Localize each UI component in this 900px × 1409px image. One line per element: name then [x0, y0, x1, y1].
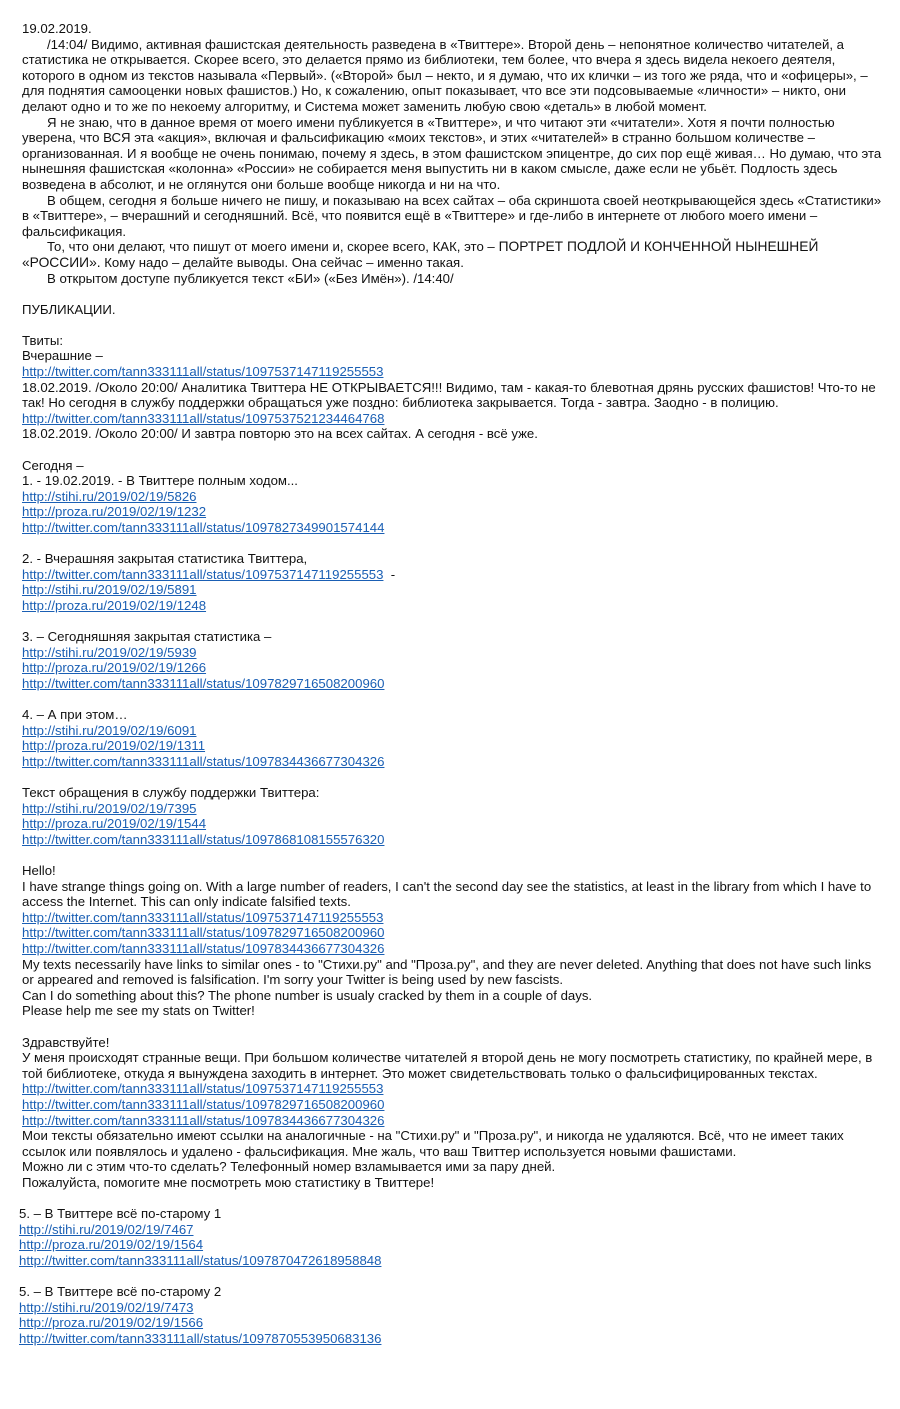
en-paragraph-1: I have strange things going on. With a large number of readers, I can't the second day see the statistics, at least in the library from which I have to access the Internet. This can only indicate falsified texts.: [22, 878, 872, 910]
yesterday-text-2: 18.02.2019. /Около 20:00/ И завтра повторю это на всех сайтах. А сегодня - всё уже.: [22, 426, 538, 442]
item-1-link-proza[interactable]: http://proza.ru/2019/02/19/1232: [22, 504, 207, 520]
en-paragraph-4: Please help me see my stats on Twitter!: [22, 1003, 255, 1019]
item-2-link-twitter[interactable]: http://twitter.com/tann333111all/status/1097537147119255553: [22, 566, 384, 582]
item-4-link-twitter[interactable]: http://twitter.com/tann333111all/status/1097834436677304326: [22, 753, 385, 769]
item-5b-link-twitter[interactable]: http://twitter.com/tann333111all/status/1097870553950683136: [19, 1330, 382, 1346]
item-3-link-twitter[interactable]: http://twitter.com/tann333111all/status/1097829716508200960: [22, 675, 385, 691]
document-page: [19, 21, 882, 1346]
item-5a-block: [19, 1206, 882, 1346]
item-1-link-stihi[interactable]: http://stihi.ru/2019/02/19/5826: [22, 488, 197, 504]
paragraph-intro: /14:04/ Видимо, активная фашистская деятельность разведена в «Твиттере». Второй день – непонятное количество читателей, а статистика не открывается. Скорее всего, это делается прямо из библиотеки, тем более, что вчера я здесь видела некоего деятеля, которого в одном из текстов называла «Первый». («Второй» был – некто, и я думаю, что их клички – из того же ряда, что и «офицеры», – для поднятия самооценки новых фашистов.) Но, к сожалению, опыт показывает, что все эти подсовываемые «личности» – никто, они делают одно и то же по некоему алгоритму, и Система может заменить любую свою «деталь» в любой момент.: [22, 36, 868, 114]
en-link-2[interactable]: http://twitter.com/tann333111all/status/1097829716508200960: [22, 925, 385, 941]
item-1-title: 1. - 19.02.2019. - В Твиттере полным ходом...: [22, 473, 298, 489]
item-3-link-proza[interactable]: http://proza.ru/2019/02/19/1266: [22, 660, 207, 676]
item-3-link-stihi[interactable]: http://stihi.ru/2019/02/19/5939: [22, 644, 197, 660]
entry-date: 19.02.2019.: [22, 21, 92, 36]
en-paragraph-3: Can I do something about this? The phone number is usualy cracked by them in a couple of days.: [22, 987, 593, 1003]
portrait-tail: Кому надо – делайте выводы. Она сейчас – именно такая.: [100, 254, 464, 270]
yesterday-link-1[interactable]: http://twitter.com/tann333111all/status/1097537147119255553: [22, 364, 384, 380]
yesterday-label: Вчерашние –: [22, 348, 103, 364]
yesterday-text-1: 18.02.2019. /Около 20:00/ Аналитика Твиттера НЕ ОТКРЫВАЕТСЯ!!! Видимо, там - какая-то блевотная дрянь русских фашистов! Что-то не так! Но сегодня в службу поддержки обращаться уже поздно: библиотека закрывается. Тогда - завтра. Заодно - в полицию.: [22, 379, 876, 411]
item-4-link-stihi[interactable]: http://stihi.ru/2019/02/19/6091: [22, 722, 197, 738]
item-5b-title: 5. – В Твиттере всё по-старому 2: [19, 1284, 222, 1300]
portrait-text: То, что они делают, что пишут от моего имени и, скорее всего, КАК, это –: [47, 239, 495, 255]
paragraph-portrait: [22, 239, 882, 270]
item-5b-link-proza[interactable]: http://proza.ru/2019/02/19/1566: [19, 1315, 204, 1331]
item-1-link-twitter[interactable]: http://twitter.com/tann333111all/status/1097827349901574144: [22, 520, 385, 535]
item-5a-link-twitter[interactable]: http://twitter.com/tann333111all/status/1097870472618958848: [19, 1252, 382, 1268]
item-4-link-proza[interactable]: http://proza.ru/2019/02/19/1311: [22, 738, 206, 754]
en-paragraph-2: My texts necessarily have links to similar ones - to "Стихи.ру" and "Проза.ру", and they are never deleted. Anything that does not have such links or appeared and removed is falsification. I'm sorry your Twitter is being used by new fascists.: [22, 956, 872, 988]
item-3-title: 3. – Сегодняшняя закрытая статистика –: [22, 629, 272, 645]
support-link-proza[interactable]: http://proza.ru/2019/02/19/1544: [22, 816, 207, 832]
ru-link-2[interactable]: http://twitter.com/tann333111all/status/1097829716508200960: [22, 1096, 385, 1112]
today-label: Сегодня –: [22, 457, 84, 473]
ru-link-1[interactable]: http://twitter.com/tann333111all/status/1097537147119255553: [22, 1081, 384, 1097]
item-4-title: 4. – А при этом…: [22, 707, 128, 723]
ru-paragraph-3: Можно ли с этим что-то сделать? Телефонный номер взламывается ими за пару дней.: [22, 1159, 556, 1175]
paragraph-closing: В открытом доступе публикуется текст «БИ» («Без Имён»). /14:40/: [47, 270, 454, 286]
item-5b-link-stihi[interactable]: http://stihi.ru/2019/02/19/7473: [19, 1299, 194, 1315]
tweets-label: Твиты:: [22, 332, 64, 348]
item-2-title: 2. - Вчерашняя закрытая статистика Твиттера,: [22, 551, 308, 567]
item-5a-title: 5. – В Твиттере всё по-старому 1: [19, 1206, 222, 1222]
en-link-3[interactable]: http://twitter.com/tann333111all/status/1097834436677304326: [22, 941, 385, 957]
ru-paragraph-1: У меня происходят странные вещи. При большом количестве читателей я второй день не могу посмотреть статистику, по крайней мере, в той библиотеке, откуда я вынуждена заходить в интернет. Это может свидетельствовать только о фальсифицированных текстах.: [22, 1050, 873, 1081]
publications-title: ПУБЛИКАЦИИ.: [22, 301, 116, 317]
ru-greeting: Здравствуйте!: [22, 1034, 110, 1050]
support-link-stihi[interactable]: http://stihi.ru/2019/02/19/7395: [22, 800, 197, 816]
en-greeting: Hello!: [22, 863, 56, 879]
item-2-link-stihi[interactable]: http://stihi.ru/2019/02/19/5891: [22, 582, 197, 598]
item-2-link-proza[interactable]: http://proza.ru/2019/02/19/1248: [22, 597, 207, 613]
yesterday-link-2[interactable]: http://twitter.com/tann333111all/status/1097537521234464768: [22, 410, 385, 426]
ru-paragraph-4: Пожалуйста, помогите мне посмотреть мою статистику в Твиттере!: [22, 1174, 435, 1190]
item-2-dash: -: [383, 566, 396, 582]
item-5a-link-proza[interactable]: http://proza.ru/2019/02/19/1564: [19, 1237, 204, 1253]
support-label: Текст обращения в службу поддержки Твиттера:: [22, 785, 320, 801]
item-5a-link-stihi[interactable]: http://stihi.ru/2019/02/19/7467: [19, 1221, 194, 1237]
portrait-caps: ПОРТРЕТ ПОДЛОЙ И КОНЧЕННОЙ НЫНЕШНЕЙ «РОССИИ».: [22, 239, 819, 270]
ru-paragraph-2: Мои тексты обязательно имеют ссылки на аналогичные - на "Стихи.ру" и "Проза.ру", и никогда не удаляются. Всё, что не имеет таких ссылок или появлялось и удалено - фальсификация. Мне жаль, что ваш Твиттер используется новыми фашистами.: [22, 1128, 844, 1159]
paragraph-2: Я не знаю, что в данное время от моего имени публикуется в «Твиттере», и что читают эти «читатели». Хотя я почти полностью уверена, что ВСЯ эта «акция», включая и фальсификацию «моих текстов», и этих «читателей» в странно большом количестве – организованная. И я вообще не очень понимаю, почему я здесь, в этом фашистском эпицентре, до сих пор ещё живая… Но думаю, что эта нынешняя фашистская «колонна» «России» не собирается меня выпустить ни в каком смысле, даже если не убьёт. Подлость здесь возведена в абсолют, и не оглянутся они больше вообще никогда и ни на что.: [22, 114, 882, 192]
support-link-twitter[interactable]: http://twitter.com/tann333111all/status/1097868108155576320: [22, 831, 385, 847]
paragraph-3: В общем, сегодня я больше ничего не пишу, и показываю на всех сайтах – оба скриншота своей неоткрывающейся здесь «Статистики» в «Твиттере», – вчерашний и сегодняшний. Всё, что появится ещё в «Твиттере» и где-либо в интернете от любого моего имени – фальсификация.: [22, 192, 882, 239]
en-link-1[interactable]: http://twitter.com/tann333111all/status/1097537147119255553: [22, 909, 384, 925]
ru-link-3[interactable]: http://twitter.com/tann333111all/status/1097834436677304326: [22, 1112, 385, 1128]
